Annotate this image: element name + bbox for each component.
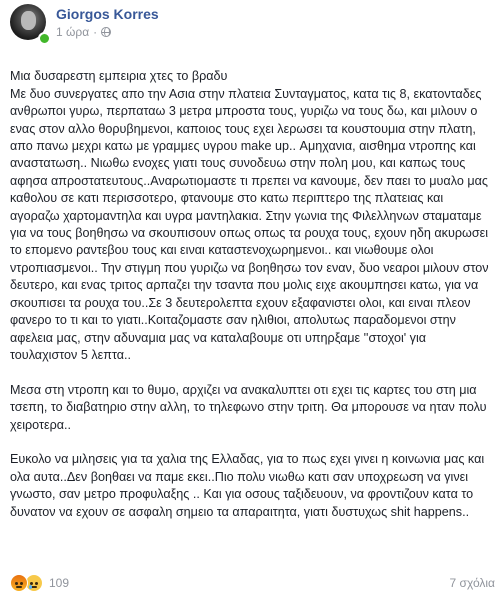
- post-paragraph: Μια δυσαρεστη εμπειρια χτες το βραδυ Με δυο συνεργατες απο την Ασια στην πλατεια Συνταγματος, κατα τις 8, εκατονταδες ανθρωποι γυρω, περπαταω 3 μετρα μπροστα τους, γυριζω να τους δω, και μιλουν ο ενας στον αλλο θορυβημενοι, καποιος τους εχει λερωσει τα κουστουμια στην πλατη, απο πανω μεχρι κατω με γραμμες υγρου make up.. Αμηχανια, αισθημα ντροπης και αναστατωση.. Νιωθω ενοχες γιατι τους συνοδευω στην πολη μου, και καπως τους αφησα απροστατευτους..Αναρωτιομαστε τι πρεπει να κανουμε, δεν παει το μυαλο μας καθολου σε κατι περισσοτερο, φτανουμε στο κατω περιπτερο της πλατειας και αγοραζω χαρτομαντηλα και υγρα μαντηλακια. Στην γωνια της Φιλελληνων σταματαμε για να τους βοηθησω να σκουπισουν οπως οπως τα ρουχα τους, εχουν ηδη ακυρωσει το επομενο ραντεβου τους και ειναι καταστενοχωρημενοι.. και νιωθουμε ολοι ντροπιασμενοι.. Την στιγμη που γυριζω να βοηθησω τον εναν, δυο νεαροι μιλουν στον δευτερο, και ενας τριτος αρπαζει την τσαντα που μολις ειχε ακουμπησει κατω, για να σκουπισει τα ρουχα του..Σε 3 δευτερολεπτα εχουν εξαφανιστει ολοι, και ειναι πλεον φανερο το τι και το γιατι..Κοιταζομαστε σαν ηλιθιοι, απολυτως παραδομενοι στην αφελεια μας, στην αδυναμια μας να καταλαβουμε οτι υπηρξαμε ''στοχοι' για τουλαχιστον 5 λεπτα..: [10, 69, 489, 362]
- post-footer: [10, 573, 495, 593]
- angry-eye: [15, 582, 18, 585]
- reactions-summary[interactable]: [10, 574, 69, 592]
- post-header: [10, 4, 490, 44]
- angry-icon[interactable]: [10, 574, 28, 592]
- post-meta: [56, 25, 111, 39]
- post-text: [10, 51, 494, 538]
- comments-count[interactable]: 7 σχόλια: [449, 576, 495, 590]
- post-paragraph: Μεσα στη ντροπη και το θυμο, αρχιζει να ανακαλυπτει οτι εχει τις καρτες του στη μια τσεπη, το διαβατηριο στην αλλη, το τηλεφωνο στην τριτη. Θα μπορουσε να ηταν πολυ χειροτερα..: [10, 382, 487, 432]
- reaction-count[interactable]: 109: [49, 576, 70, 590]
- globe-icon[interactable]: [101, 27, 111, 37]
- post-paragraph: Ευκολο να μιλησεις για τα χαλια της Ελλαδας, για το πως εχει γινει η κοινωνια μας και ολα αυτα..Δεν βοηθαει να παμε εκει..Πιο πολυ νιωθω κατι σαν υποχρεωση να γινει γνωστο, σαν μετρο προφυλαξης .. Και για οσους ταξιδευουν, να φροντιζουν κατα το δυνατον να εχουν σε ασφαλη σημειο τα απαραιτητα, γιατι δυστυχως shit happens..: [10, 452, 485, 519]
- sad-tear: [29, 585, 32, 589]
- avatar-face: [21, 11, 36, 30]
- online-status-indicator: [38, 32, 51, 45]
- angry-eye: [20, 582, 23, 585]
- angry-mouth: [16, 586, 22, 588]
- sad-eye: [35, 582, 38, 585]
- post-time[interactable]: 1 ώρα: [56, 25, 90, 39]
- meta-separator: ·: [93, 25, 98, 39]
- author-name[interactable]: Giorgos Korres: [56, 6, 159, 22]
